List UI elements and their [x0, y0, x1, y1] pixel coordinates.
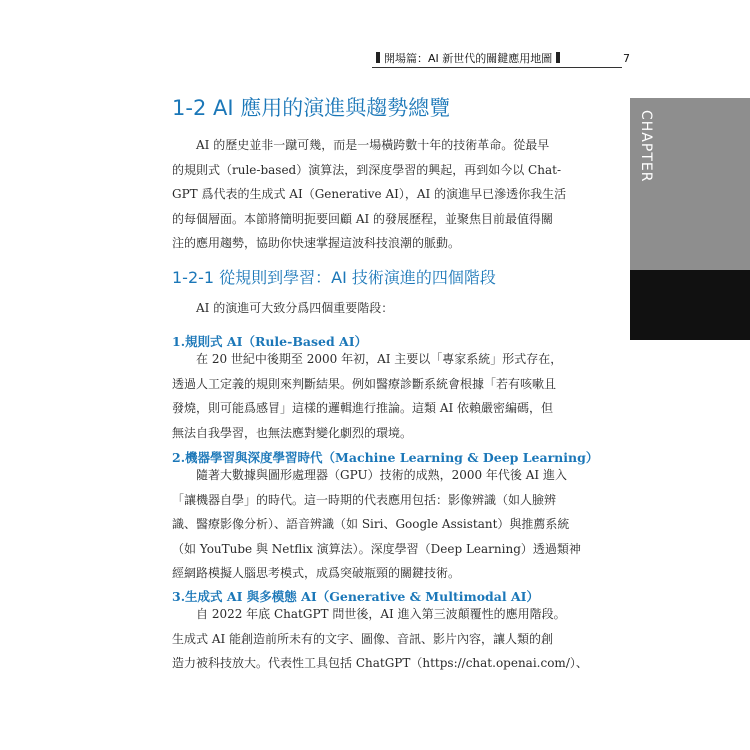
intro-line: 注的應用趨勢，協助你快速掌握這波科技浪潮的脈動。 — [172, 236, 461, 250]
header-rule — [372, 67, 622, 68]
intro-line: GPT 爲代表的生成式 AI（Generative AI），AI 的演進早已滲透你我生活 — [172, 187, 567, 201]
stage-body-1 — [172, 347, 564, 445]
stage-line: 透過人工定義的規則來判斷結果。例如醫療診斷系統會根據「若有咳嗽且 — [172, 376, 557, 391]
lead-line: AI 的演進可大致分爲四個重要階段： — [196, 301, 394, 315]
page-number: 7 — [623, 51, 630, 65]
stage-heading-3: 3.生成式 AI 與多模態 AI（Generative & Multimodal AI） — [172, 589, 540, 604]
running-title — [372, 50, 564, 66]
chapter-label: CHAPTER — [638, 110, 654, 183]
chapter-tab-black — [630, 270, 750, 473]
header-bar-right — [556, 52, 560, 63]
stage-line: 生成式 AI 能創造前所未有的文字、圖像、音訊、影片內容，讓人類的創 — [172, 631, 554, 646]
stage-line: 「讓機器自學」的時代。這一時期的代表應用包括：影像辨識（如人臉辨 — [172, 492, 557, 507]
stage-line: 無法自我學習，也無法應對變化劇烈的環境。 — [172, 425, 413, 440]
running-header — [372, 50, 630, 66]
chapter-tab — [630, 98, 750, 473]
section-title: 1-2 AI 應用的演進與趨勢總覽 — [172, 96, 451, 120]
stage-heading-2: 2.機器學習與深度學習時代（Machine Learning & Deep Learning） — [172, 450, 599, 465]
intro-line: 的每個層面。本節將簡明扼要回顧 AI 的發展歷程，並聚焦目前最值得關 — [172, 211, 554, 226]
intro-line: AI 的歷史並非一蹴可幾，而是一場橫跨數十年的技術革命。從最早 — [196, 138, 550, 152]
running-title-text: 開場篇：AI 新世代的關鍵應用地圖 — [384, 52, 553, 65]
stage-line: 造力被科技放大。代表性工具包括 ChatGPT（https://chat.openai.com/）、 — [172, 656, 588, 670]
intro-line: 的規則式（rule-based）演算法，到深度學習的興起，再到如今以 Chat- — [172, 162, 561, 177]
stage-line: （如 YouTube 與 Netflix 演算法）。深度學習（Deep Learning）透過類神 — [172, 541, 581, 556]
subsection-title: 1-2-1 從規則到學習：AI 技術演進的四個階段 — [172, 268, 496, 287]
stage-line: 隨著大數據與圖形處理器（GPU）技術的成熟，2000 年代後 AI 進入 — [196, 468, 567, 482]
stage-line: 識、醫療影像分析）、語音辨識（如 Siri、Google Assistant）與推薦系統 — [172, 517, 570, 531]
header-bar-left — [376, 52, 380, 63]
section-intro — [172, 133, 567, 256]
stage-line: 發燒，則可能爲感冒」這樣的邏輯進行推論。這類 AI 依賴嚴密編碼，但 — [172, 401, 554, 415]
stage-body-3 — [172, 602, 588, 676]
stage-body-2 — [172, 463, 581, 586]
stage-heading-1: 1.規則式 AI（Rule-Based AI） — [172, 334, 368, 349]
chapter-tab-gray — [630, 98, 750, 270]
stage-line: 經網路模擬人腦思考模式，成爲突破瓶頸的關鍵技術。 — [172, 566, 461, 580]
subsection-lead — [172, 296, 564, 321]
chapter-number: 1 — [636, 454, 648, 473]
stage-line: 自 2022 年底 ChatGPT 問世後，AI 進入第三波顛覆性的應用階段。 — [196, 607, 566, 621]
stage-line: 在 20 世紀中後期至 2000 年初，AI 主要以「專家系統」形式存在， — [196, 352, 563, 366]
